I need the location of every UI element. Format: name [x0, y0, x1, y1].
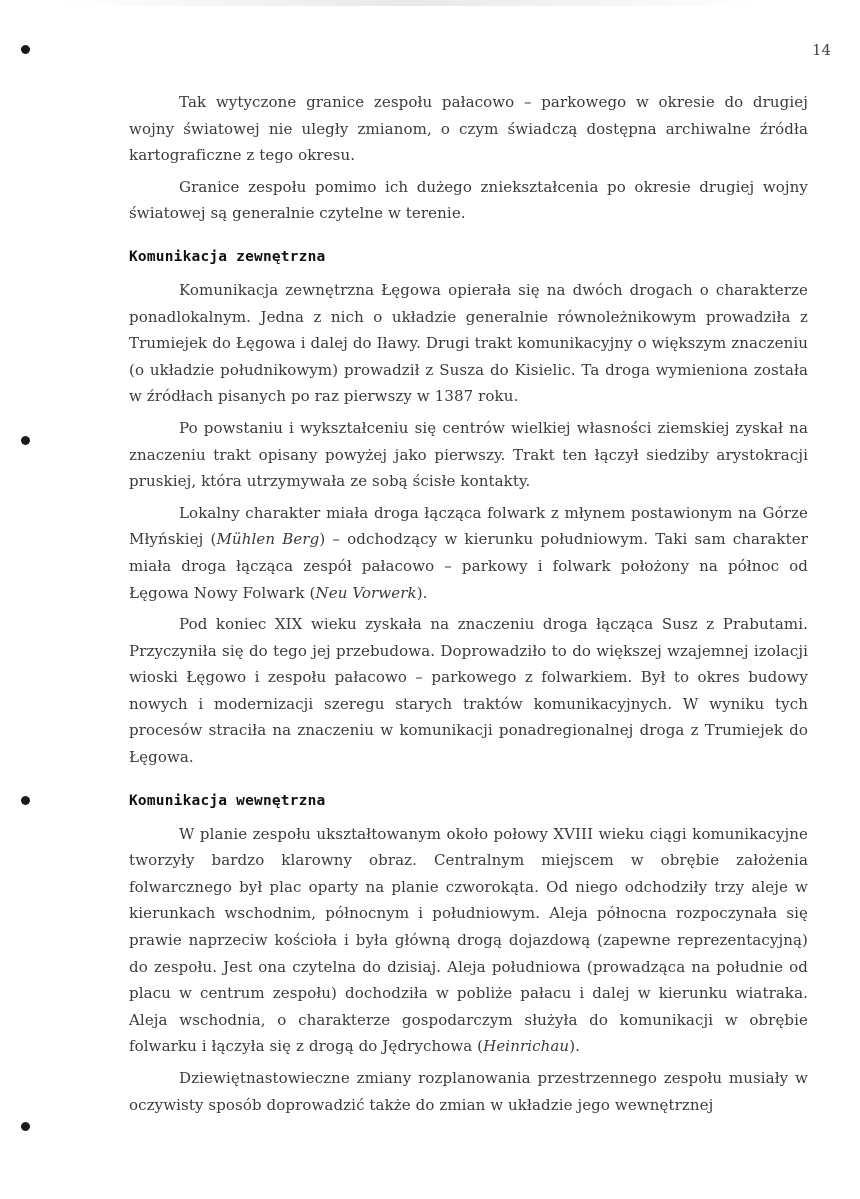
text-run: Lokalny charakter miała droga łącząca folwark z młynem postawionym na Górze Młyńskiej ( — [129, 503, 808, 549]
italic-term: Mühlen Berg — [216, 530, 320, 549]
paragraph: Tak wytyczone granice zespołu pałacowo – parkowego w okresie do drugiej wojny światowej nie uległy zmianom, o czym świadczą dostępna archiwalne źródła kartograficzne z tego okresu. — [129, 93, 808, 165]
paragraph: Granice zespołu pomimo ich dużego zniekształcenia po okresie drugiej wojny światowej są generalnie czytelne w terenie. — [129, 177, 808, 223]
section-heading-internal: Komunikacja wewnętrzna — [129, 792, 326, 809]
document-body — [129, 89, 808, 1123]
italic-term: Heinrichau — [483, 1037, 570, 1056]
page-number: 14 — [812, 41, 832, 59]
text-run: ) – odchodzący w kierunku południowym. Taki sam charakter miała droga łącząca zespół pałacowo – parkowy i folwark położony na północ od Łęgowa Nowy Folwark ( — [129, 530, 808, 602]
binder-hole-4 — [21, 1122, 30, 1131]
paragraph — [129, 821, 808, 1060]
paragraph: Pod koniec XIX wieku zyskała na znaczeniu droga łącząca Susz z Prabutami. Przyczyniła się do tego jej przebudowa. Doprowadziło to do większej wzajemnej izolacji wioski Łęgowo i zespołu pałacowo – parkowego z folwarkiem. Był to okres budowy nowych i modernizacji szeregu starych traktów komunikacyjnych. W wyniku tych procesów straciła na znaczeniu w komunikacji ponadregionalnej droga z Trumiejek do Łęgowa. — [129, 615, 808, 767]
binder-hole-1 — [21, 45, 30, 54]
paragraph: Komunikacja zewnętrzna Łęgowa opierała się na dwóch drogach o charakterze ponadlokalnym. Jedna z nich o układzie generalnie równoleżnikowym prowadziła z Trumiejek do Łęgowa i dalej do Iławy. Drugi trakt komunikacyjny o większym znaczeniu (o układzie południkowym) prowadził z Susza do Kisielic. Ta droga wymieniona została w źródłach pisanych po raz pierwszy w 1387 roku. — [129, 280, 808, 406]
text-run: W planie zespołu ukształtowanym około połowy XVIII wieku ciągi komunikacyjne tworzyły bardzo klarowny obraz. Centralnym miejscem w obrębie założenia folwarcznego był plac oparty na planie czworokąta. Od niego odchodziły trzy aleje w kierunkach wschodnim, północnym i południowym. Aleja północna rozpoczynała się prawie naprzeciw kościoła i była główną drogą dojazdową (zapewne reprezentacyjną) do zespołu. Jest ona czytelna do dzisiaj. Aleja południowa (prowadząca na południe od placu w centrum zespołu) dochodziła w pobliże pałacu i dalej w kierunku wiatraka. Aleja wschodnia, o charakterze gospodarczym służyła do komunikacji w obrębie folwarku i łączyła się z drogą do Jędrychowa ( — [129, 824, 808, 1056]
paragraph — [129, 500, 808, 606]
italic-term: Neu Vorwerk — [315, 583, 417, 602]
paragraph: Po powstaniu i wykształceniu się centrów wielkiej własności ziemskiej zyskał na znaczeniu trakt opisany powyżej jako pierwszy. Trakt ten łączył siedziby arystokracji pruskiej, która utrzymywała ze sobą ścisłe kontakty. — [129, 418, 808, 491]
text-run: ). — [569, 1037, 581, 1056]
section-heading-external: Komunikacja zewnętrzna — [129, 248, 326, 265]
paragraph: Dziewiętnastowieczne zmiany rozplanowania przestrzennego zespołu musiały w oczywisty sposób doprowadzić także do zmian w układzie jego wewnętrznej — [129, 1069, 808, 1114]
text-run: ). — [416, 583, 428, 602]
binder-hole-2 — [21, 436, 30, 445]
binder-hole-3 — [21, 796, 30, 805]
scan-top-shadow — [60, 0, 760, 6]
